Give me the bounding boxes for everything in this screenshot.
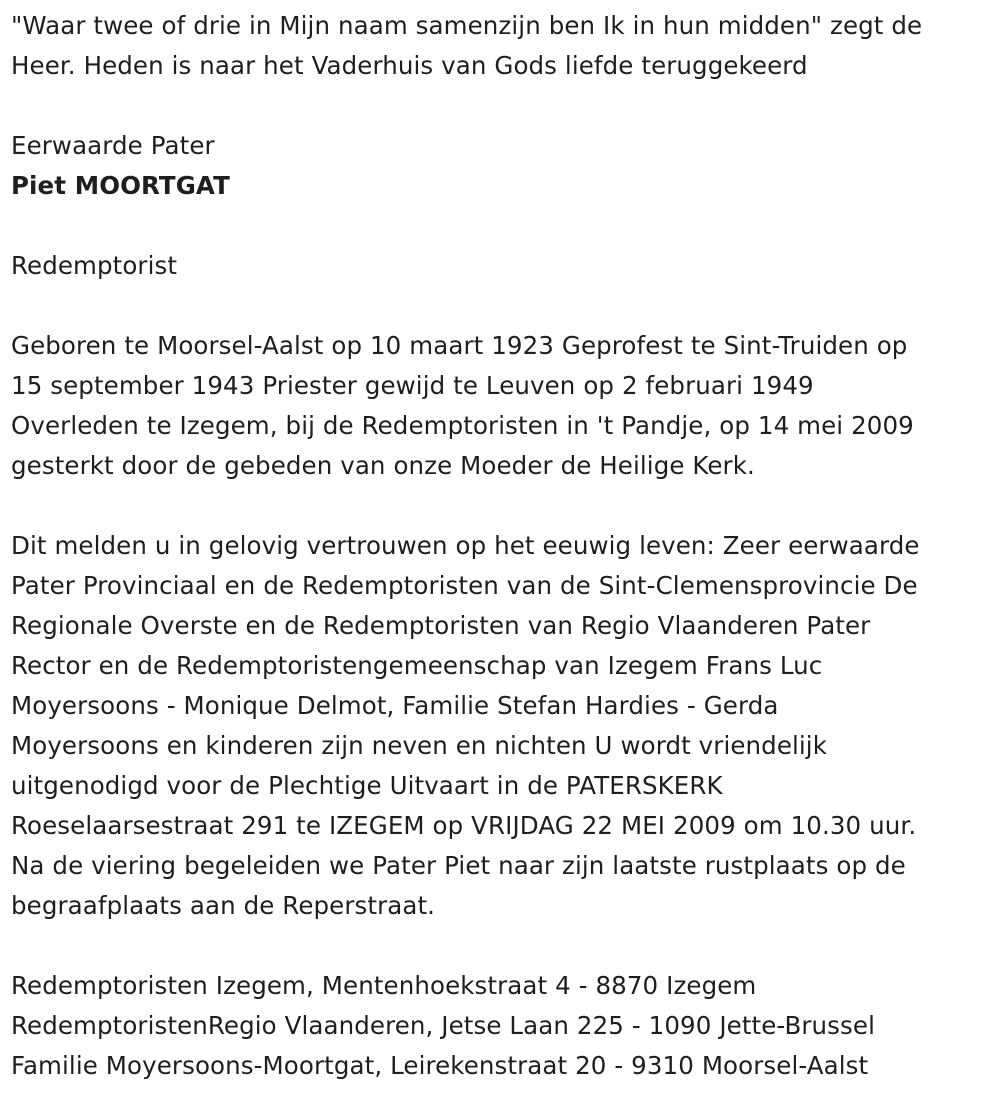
spacer: [11, 86, 993, 126]
spacer: [11, 926, 993, 966]
announcement-line: Dit melden u in gelovig vertrouwen op het eeuwig leven: Zeer eerwaarde: [11, 531, 920, 560]
spacer: [11, 286, 993, 326]
spacer: [11, 486, 993, 526]
announcement-line: Moyersoons en kinderen zijn neven en nichten U wordt vriendelijk: [11, 731, 827, 760]
intro-quote: [11, 6, 993, 86]
announcement-line: Regionale Overste en de Redemptoristen van Regio Vlaanderen Pater: [11, 611, 871, 640]
announcement-line: Pater Provinciaal en de Redemptoristen van de Sint-Clemensprovincie De: [11, 571, 918, 600]
biography-line: Overleden te Izegem, bij de Redemptoristen in 't Pandje, op 14 mei 2009: [11, 411, 914, 440]
address-line: Redemptoristen Izegem, Mentenhoekstraat 4 - 8870 Izegem: [11, 971, 757, 1000]
deceased-role: Redemptorist: [11, 251, 178, 280]
announcement-line: begraafplaats aan de Reperstraat.: [11, 891, 436, 920]
biography-line: 15 september 1943 Priester gewijd te Leuven op 2 februari 1949: [11, 371, 814, 400]
biography-line: gesterkt door de gebeden van onze Moeder de Heilige Kerk.: [11, 451, 755, 480]
spacer: [11, 206, 993, 246]
announcement-line: Rector en de Redemptoristengemeenschap van Izegem Frans Luc: [11, 651, 823, 680]
title-prefix: Eerwaarde Pater: [11, 131, 215, 160]
obituary-notice: [11, 6, 993, 1086]
announcement: [11, 526, 993, 926]
announcement-line: uitgenodigd voor de Plechtige Uitvaart in de PATERSKERK: [11, 771, 723, 800]
address-line: Familie Moyersoons-Moortgat, Leirekenstraat 20 - 9310 Moorsel-Aalst: [11, 1051, 869, 1080]
announcement-line: Roeselaarsestraat 291 te IZEGEM op VRIJDAG 22 MEI 2009 om 10.30 uur.: [11, 811, 917, 840]
deceased-name: Piet MOORTGAT: [11, 171, 230, 200]
intro-line: Heer. Heden is naar het Vaderhuis van Gods liefde teruggekeerd: [11, 51, 808, 80]
biography-line: Geboren te Moorsel-Aalst op 10 maart 1923 Geprofest te Sint-Truiden op: [11, 331, 908, 360]
intro-line: "Waar twee of drie in Mijn naam samenzijn ben Ik in hun midden" zegt de: [11, 11, 923, 40]
addresses: [11, 966, 993, 1086]
biography: [11, 326, 993, 486]
address-line: RedemptoristenRegio Vlaanderen, Jetse Laan 225 - 1090 Jette-Brussel: [11, 1011, 875, 1040]
announcement-line: Moyersoons - Monique Delmot, Familie Stefan Hardies - Gerda: [11, 691, 779, 720]
announcement-line: Na de viering begeleiden we Pater Piet naar zijn laatste rustplaats op de: [11, 851, 906, 880]
